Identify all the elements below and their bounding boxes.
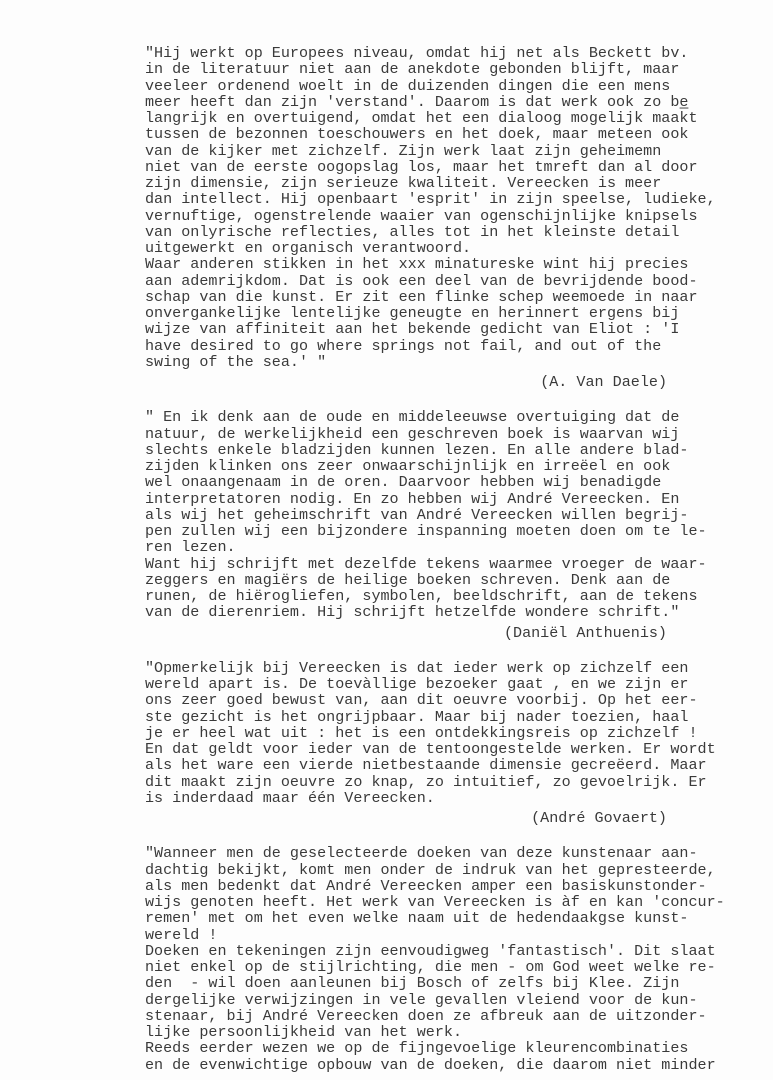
text-line: zijn dimensie, zijn serieuze kwaliteit. Vereecken is meer xyxy=(145,174,662,192)
text-line: ste gezicht is het ongrijpbaar. Maar bij nader toezien, haal xyxy=(145,707,689,726)
text-line: natuur, de werkelijkheid een geschreven boek is waarvan wij xyxy=(145,424,680,443)
text-line: dergelijke verwijzingen in vele gevallen vleiend voor de kun- xyxy=(145,990,698,1009)
text-line: remen' met om het even welke naam uit de hedendaakgse kunst- xyxy=(145,909,689,928)
text-line: Reeds eerder wezen we op de fijngevoelige kleurencombinaties xyxy=(145,1039,689,1058)
text-line: slechts enkele bladzijden kunnen lezen. En alle andere blad- xyxy=(145,440,689,459)
text-line: wereld apart is. De toevàllige bezoeker gaat , en we zijn er xyxy=(145,675,689,693)
text-line: den - wil doen aanleunen bij Bosch of zelfs bij Klee. Zijn xyxy=(145,974,680,993)
text-line: zijden klinken ons zeer onwaarschijnlijk en irreëel en ook xyxy=(145,457,671,475)
text-line: uitgewerkt en organisch verantwoord. xyxy=(145,239,472,257)
text-line: als wij het geheimschrift van André Vereecken willen begrij- xyxy=(145,505,689,524)
text-line: "Opmerkelijk bij Vereecken is dat ieder werk op zichzelf een xyxy=(145,658,689,677)
text-line: interpretatoren nodig. En zo hebben wij André Vereecken. En xyxy=(145,489,680,508)
text-line: als het ware een vierde nietbestaande dimensie gecreëerd. Maar xyxy=(145,756,707,775)
text-line: aan ademrijkdom. Dat is ook een deel van de bevrijdende bood- xyxy=(145,271,698,290)
text-line: in de literatuur niet aan de anekdote gebonden blijft, maar xyxy=(145,60,680,79)
quote-govaert xyxy=(145,658,716,827)
paragraph-gap xyxy=(145,641,705,660)
text-line: langrijk en overtuigend, omdat het een dialoog mogelijk maakt xyxy=(145,109,698,127)
text-line: dit maakt zijn oeuvre zo knap, zo intuitief, zo gevoelrijk. Er xyxy=(145,772,707,791)
text-line: van onlyrische reflecties, alles tot in het kleinste detail xyxy=(145,222,680,241)
text-line: zeggers en magiërs de heilige boeken schreven. Denk aan de xyxy=(145,570,671,589)
text-line: veeleer ordenend woelt in de duizenden dingen die een mens xyxy=(145,76,671,95)
quote-author: (Daniël Anthuenis) xyxy=(503,623,667,642)
quote-van-daele xyxy=(145,44,716,391)
quote-anonymous xyxy=(145,844,725,1074)
quote-author: (A. Van Daele) xyxy=(540,373,667,391)
quote-author: (André Govaert) xyxy=(531,809,667,827)
text-line: schap van die kunst. Er zit een flinke schep weemoede in naar xyxy=(145,287,698,306)
page-text xyxy=(145,44,725,1074)
paragraph-gap xyxy=(145,390,705,409)
quote-anthuenis xyxy=(145,409,705,641)
text-line: wijs genoten heeft. Het werk van Vereecken is àf en kan 'concur- xyxy=(145,893,725,911)
text-line: niet enkel op de stijlrichting, die men - om God weet welke re- xyxy=(145,958,716,976)
paragraph-gap xyxy=(145,826,705,845)
text-line: ren lezen. xyxy=(145,538,236,557)
text-line: als men bedenkt dat André Vereecken amper een basiskunstonder- xyxy=(145,876,707,895)
text-line: runen, de hiërogliefen, symbolen, beeldschrift, aan de tekens xyxy=(145,587,698,605)
text-line: is inderdaad maar één Vereecken. xyxy=(145,788,435,807)
text-line: onvergankelijke lentelijke geneugte en herinnert ergens bij xyxy=(145,304,680,322)
text-line: Doeken en tekeningen zijn eenvoudigweg 'fantastisch'. Dit slaat xyxy=(145,941,716,960)
text-line: " En ik denk aan de oude en middeleeuwse overtuiging dat de xyxy=(145,408,680,427)
text-line: dachtig bekijkt, komt men onder de indruk van het gepresteerde, xyxy=(145,860,716,879)
text-line: have desired to go where springs not fail, and out of the xyxy=(145,336,662,355)
text-line: stenaar, bij André Vereecken doen ze afbreuk aan de uitzonder- xyxy=(145,1006,707,1025)
text-line: ons zeer goed bewust van, aan dit oeuvre voorbij. Op het eer- xyxy=(145,691,698,710)
text-line: "Hij werkt op Europees niveau, omdat hij net als Beckett bv. xyxy=(145,44,689,62)
text-line: niet van de eerste oogopslag los, maar het tmreft dan al door xyxy=(145,157,698,176)
text-line: En dat geldt voor ieder van de tentoongestelde werken. Er wordt xyxy=(145,740,716,758)
text-line: "Wanneer men de geselecteerde doeken van deze kunstenaar aan- xyxy=(145,844,698,863)
text-line: wereld ! xyxy=(145,925,218,944)
text-line: tussen de bezonnen toeschouwers en het doek, maar meteen ook xyxy=(145,125,689,144)
text-line: pen zullen wij een bijzondere inspanning moeten doen om te le- xyxy=(145,522,707,540)
text-line: van de dierenriem. Hij schrijft hetzelfde wondere schrift." xyxy=(145,603,680,622)
text-line: Waar anderen stikken in het xxx minatureske wint hij precies xyxy=(145,255,689,274)
text-line: meer heeft dan zijn 'verstand'. Daarom is dat werk ook zo be̲ xyxy=(145,92,689,111)
text-line: lijke persoonlijkheid van het werk. xyxy=(145,1023,463,1041)
text-line: Want hij schrijft met dezelfde tekens waarmee vroeger de waar- xyxy=(145,554,707,573)
text-line: vernuftige, ogenstrelende waaier van ogenschijnlijke knipsels xyxy=(145,206,698,225)
text-line: dan intellect. Hij openbaart 'esprit' in zijn speelse, ludieke, xyxy=(145,190,716,209)
text-line: swing of the sea.' " xyxy=(145,352,327,371)
text-line: en de evenwichtige opbouw van de doeken, die daarom niet minder xyxy=(145,1055,716,1074)
text-line: je er heel wat uit : het is een ontdekkingsreis op zichzelf ! xyxy=(145,723,698,742)
text-line: wijze van affiniteit aan het bekende gedicht van Eliot : 'I xyxy=(145,320,680,339)
text-line: van de kijker met zichzelf. Zijn werk laat zijn geheimemn xyxy=(145,141,662,160)
text-line: wel onaangenaam in de oren. Daarvoor hebben wij benadigde xyxy=(145,473,662,492)
